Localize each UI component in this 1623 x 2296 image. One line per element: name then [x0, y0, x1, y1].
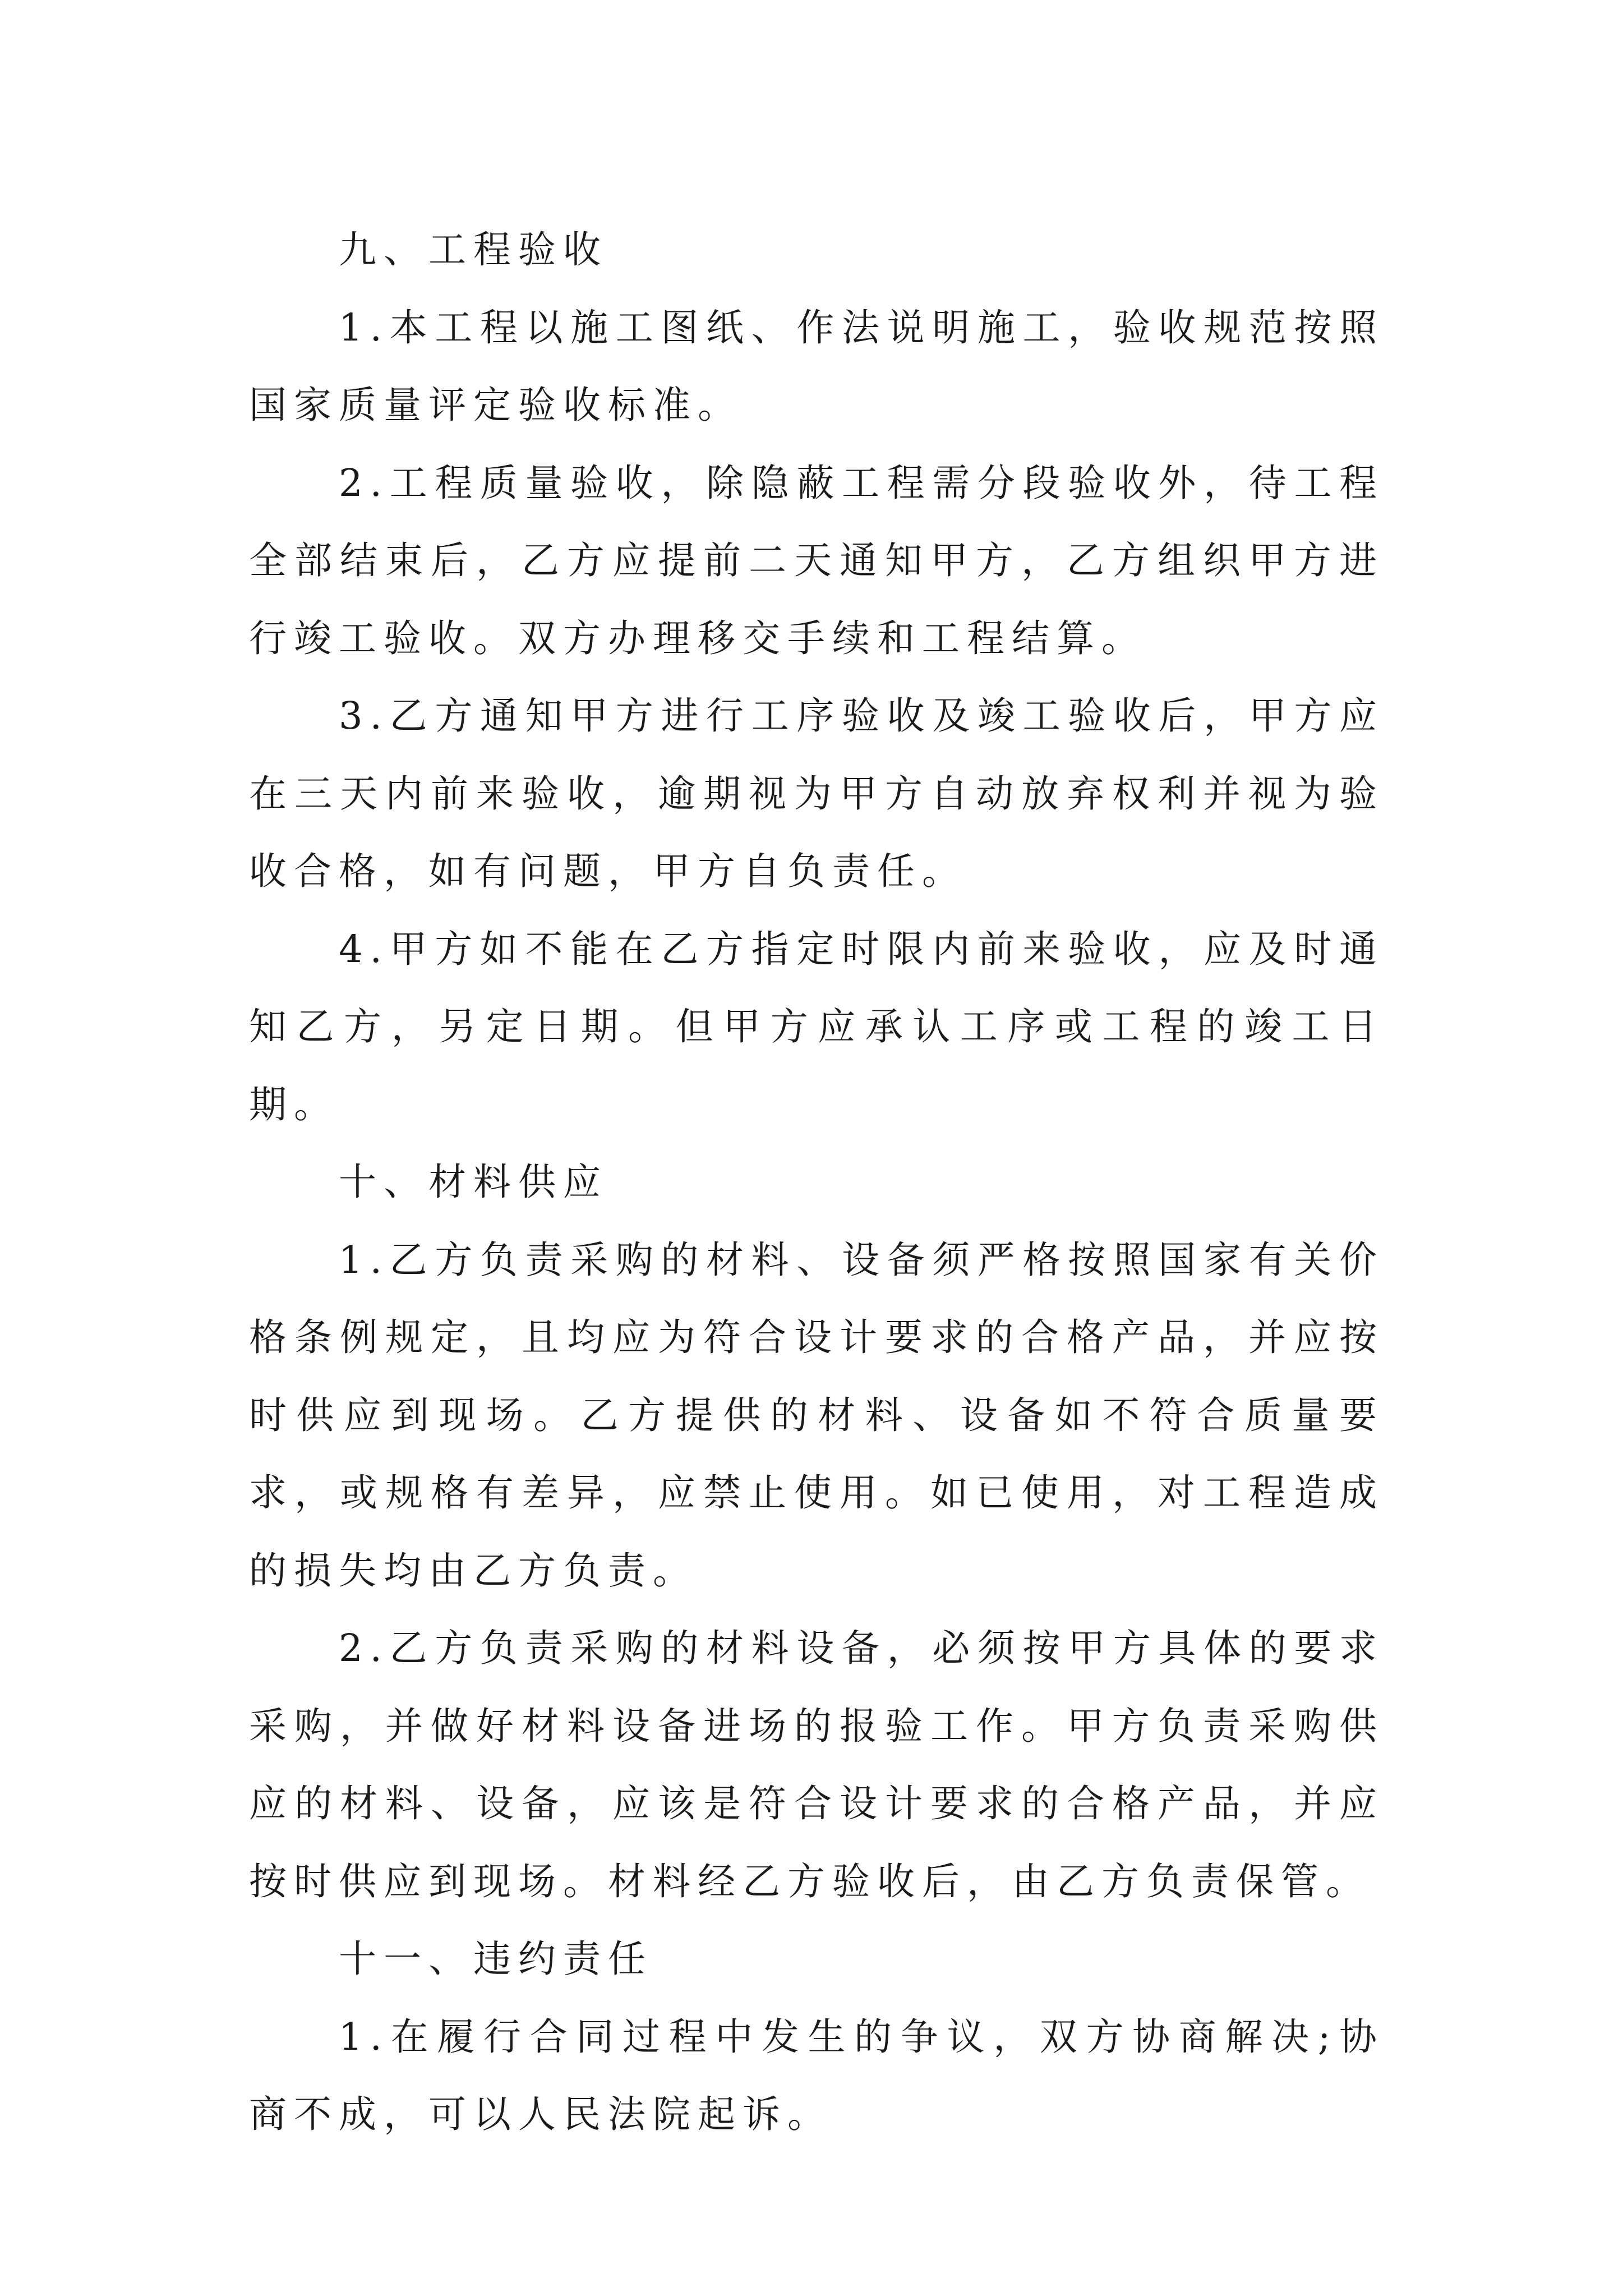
section-heading-materials: 十、材料供应 [339, 1160, 608, 1204]
paragraph: 4.甲方如不能在乙方指定时限内前来验收，应及时通知乙方，另定日期。但甲方应承认工序或工程的竣工日期。 [249, 927, 1384, 1126]
paragraph: 2.工程质量验收，除隐蔽工程需分段验收外，待工程全部结束后，乙方应提前二天通知甲方，乙方组织甲方进行竣工验收。双方办理移交手续和工程结算。 [249, 461, 1384, 660]
paragraph: 3.乙方通知甲方进行工序验收及竣工验收后，甲方应在三天内前来验收，逾期视为甲方自动放弃权利并视为验收合格，如有问题，甲方自负责任。 [249, 694, 1384, 893]
paragraph: 1.乙方负责采购的材料、设备须严格按照国家有关价格条例规定，且均应为符合设计要求的合格产品，并应按时供应到现场。乙方提供的材料、设备如不符合质量要求，或规格有差异，应禁止使用。如已使用，对工程造成的损失均由乙方负责。 [249, 1237, 1384, 1593]
paragraph: 2.乙方负责采购的材料设备，必须按甲方具体的要求采购，并做好材料设备进场的报验工作。甲方负责采购供应的材料、设备，应该是符合设计要求的合格产品，并应按时供应到现场。材料经乙方验收后，由乙方负责保管。 [249, 1626, 1384, 1903]
section-heading-liability: 十一、违约责任 [339, 1937, 653, 1981]
section-heading-acceptance: 九、工程验收 [339, 228, 608, 272]
document-body [249, 211, 1384, 2154]
paragraph: 1.本工程以施工图纸、作法说明施工，验收规范按照国家质量评定验收标准。 [249, 305, 1384, 427]
paragraph: 1.在履行合同过程中发生的争议，双方协商解决;协商不成，可以人民法院起诉。 [249, 2014, 1384, 2136]
